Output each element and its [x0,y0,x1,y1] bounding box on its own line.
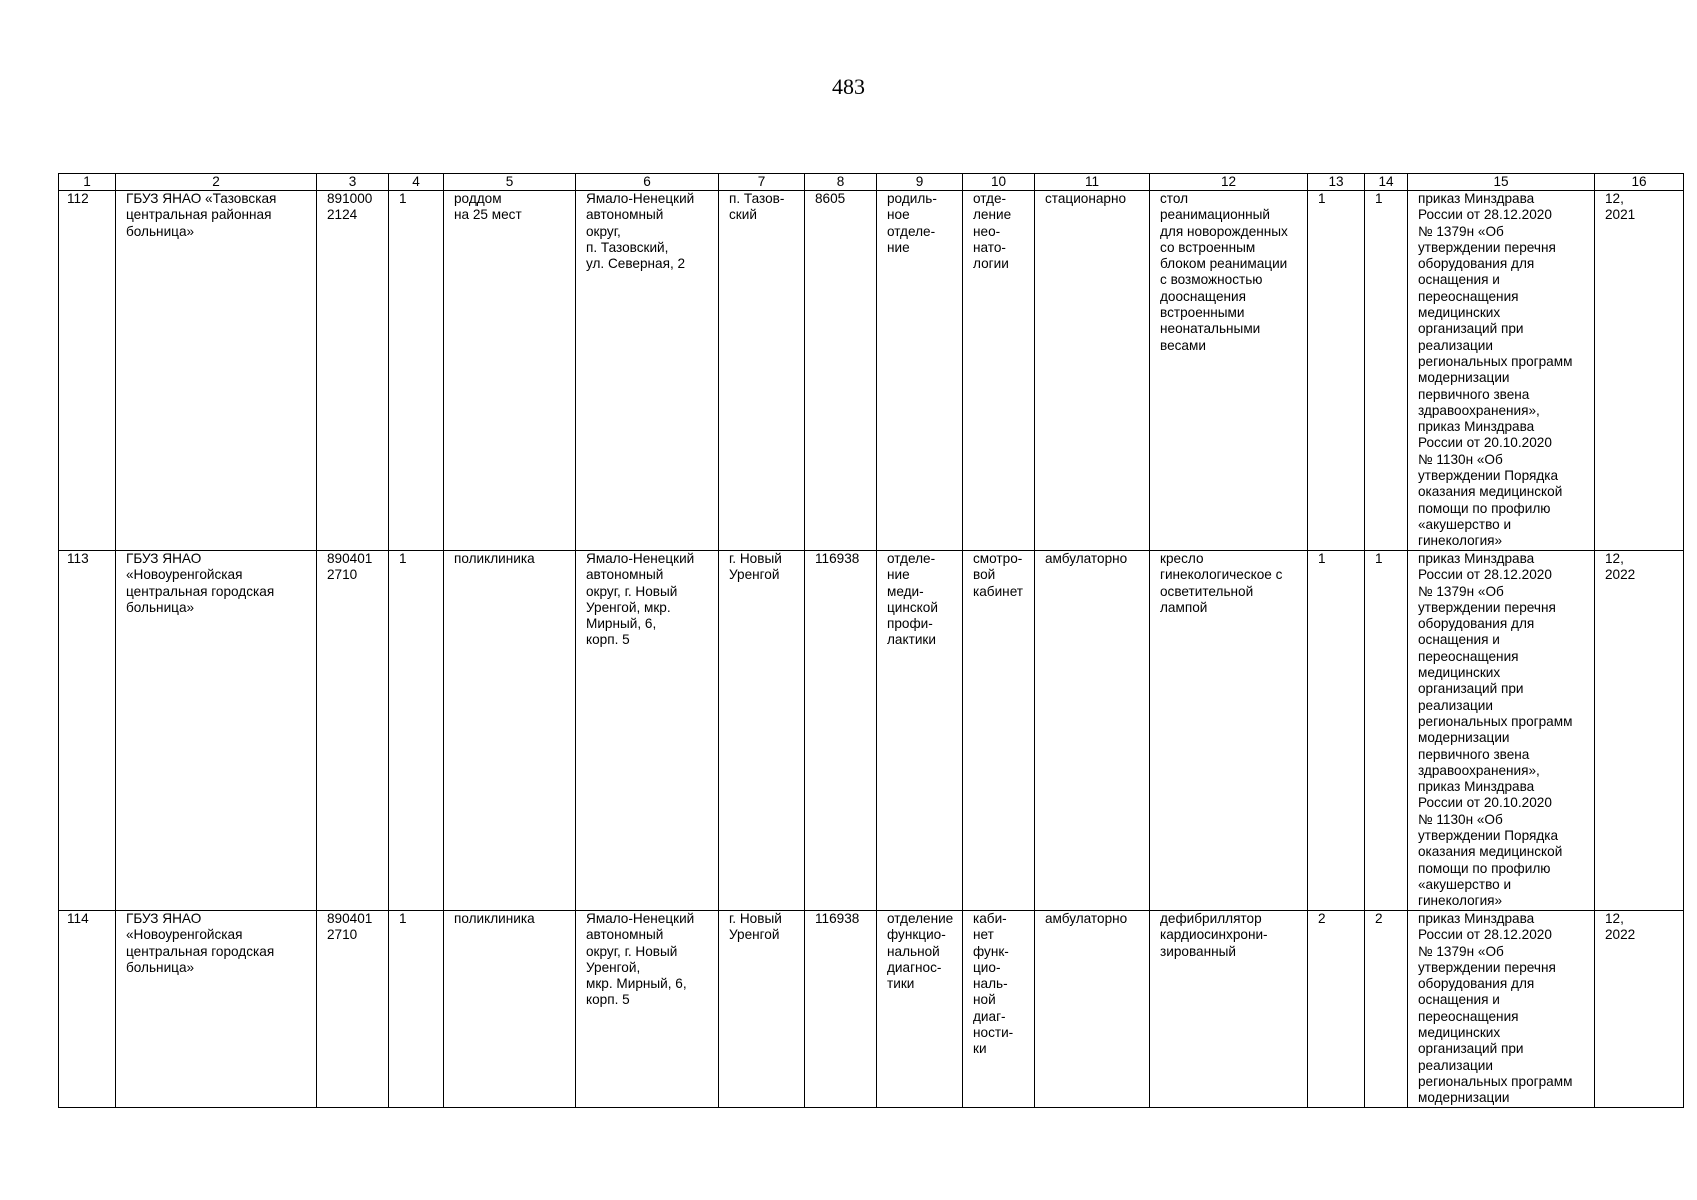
column-header: 2 [116,174,317,191]
column-header: 16 [1595,174,1684,191]
column-header: 3 [317,174,389,191]
address-cell: Ямало-Ненецкий автономный округ, г. Новый Уренгой, мкр. Мирный, 6, корп. 5 [576,551,719,911]
population-cell: 8605 [805,191,877,551]
population-cell: 116938 [805,551,877,911]
equipment-cell: кресло гинекологическое с осветительной лампой [1150,551,1308,911]
quantity-cell: 1 [1365,551,1408,911]
population-cell: 116938 [805,911,877,1108]
regulation-cell: приказ Минздрава России от 28.12.2020 № 1379н «Об утверждении перечня оборудования для оснащения и переоснащения медицинских организаций при реализации региональных программ модернизации первичного звена здравоохранения», приказ Минздрава России от 20.10.2020 № 1130н «Об утверждении Порядка оказания медицинской помощи по профилю «акушерство и гинекология» [1408,551,1595,911]
department-cell: отделе- ние меди- цинской профи- лактики [877,551,963,911]
inn-cell: 891000 2124 [317,191,389,551]
institution-cell: ГБУЗ ЯНАО «Новоуренгойская центральная городская больница» [116,911,317,1108]
care-mode-cell: амбулаторно [1035,911,1150,1108]
quantity-cell: 1 [1365,191,1408,551]
column-header: 14 [1365,174,1408,191]
institution-cell: ГБУЗ ЯНАО «Новоуренгойская центральная городская больница» [116,551,317,911]
facility-type-cell: поликлиника [444,911,576,1108]
column-header: 13 [1308,174,1365,191]
column-header: 8 [805,174,877,191]
quantity-cell: 1 [1308,551,1365,911]
row-number-cell: 114 [59,911,116,1108]
table-row [59,911,1684,1108]
address-cell: Ямало-Ненецкий автономный округ, п. Тазовский, ул. Северная, 2 [576,191,719,551]
row-number-cell: 113 [59,551,116,911]
deadline-cell: 12, 2022 [1595,551,1684,911]
unit-cell: смотро- вой кабинет [963,551,1035,911]
column-number-row [59,174,1684,191]
row-number-cell: 112 [59,191,116,551]
count-cell: 1 [389,551,444,911]
deadline-cell: 12, 2021 [1595,191,1684,551]
column-header: 9 [877,174,963,191]
quantity-cell: 2 [1308,911,1365,1108]
column-header: 12 [1150,174,1308,191]
equipment-cell: дефибриллятор кардиосинхрони- зированный [1150,911,1308,1108]
care-mode-cell: стационарно [1035,191,1150,551]
quantity-cell: 1 [1308,191,1365,551]
inn-cell: 890401 2710 [317,551,389,911]
table-row [59,551,1684,911]
department-cell: отделение функцио- нальной диагнос- тики [877,911,963,1108]
page-number: 483 [832,74,865,99]
column-header: 6 [576,174,719,191]
facility-type-cell: поликлиника [444,551,576,911]
facility-type-cell: роддом на 25 мест [444,191,576,551]
care-mode-cell: амбулаторно [1035,551,1150,911]
column-header: 4 [389,174,444,191]
regulation-cell: приказ Минздрава России от 28.12.2020 № 1379н «Об утверждении перечня оборудования для оснащения и переоснащения медицинских организаций при реализации региональных программ модернизации [1408,911,1595,1108]
count-cell: 1 [389,191,444,551]
locality-cell: г. Новый Уренгой [719,551,805,911]
column-header: 1 [59,174,116,191]
quantity-cell: 2 [1365,911,1408,1108]
count-cell: 1 [389,911,444,1108]
column-header: 15 [1408,174,1595,191]
column-header: 11 [1035,174,1150,191]
column-header: 7 [719,174,805,191]
equipment-cell: стол реанимационный для новорожденных со встроенным блоком реанимации с возможностью дооснащения встроенными неонатальными весами [1150,191,1308,551]
locality-cell: п. Тазов- ский [719,191,805,551]
column-header: 5 [444,174,576,191]
regulation-cell: приказ Минздрава России от 28.12.2020 № 1379н «Об утверждении перечня оборудования для оснащения и переоснащения медицинских организаций при реализации региональных программ модернизации первичного звена здравоохранения», приказ Минздрава России от 20.10.2020 № 1130н «Об утверждении Порядка оказания медицинской помощи по профилю «акушерство и гинекология» [1408,191,1595,551]
table-row [59,191,1684,551]
unit-cell: каби- нет функ- цио- наль- ной диаг- ности- ки [963,911,1035,1108]
locality-cell: г. Новый Уренгой [719,911,805,1108]
inn-cell: 890401 2710 [317,911,389,1108]
equipment-registry-table [58,173,1684,1108]
column-header: 10 [963,174,1035,191]
unit-cell: отде- ление нео- нато- логии [963,191,1035,551]
department-cell: родиль- ное отделе- ние [877,191,963,551]
address-cell: Ямало-Ненецкий автономный округ, г. Новый Уренгой, мкр. Мирный, 6, корп. 5 [576,911,719,1108]
institution-cell: ГБУЗ ЯНАО «Тазовская центральная районная больница» [116,191,317,551]
deadline-cell: 12, 2022 [1595,911,1684,1108]
